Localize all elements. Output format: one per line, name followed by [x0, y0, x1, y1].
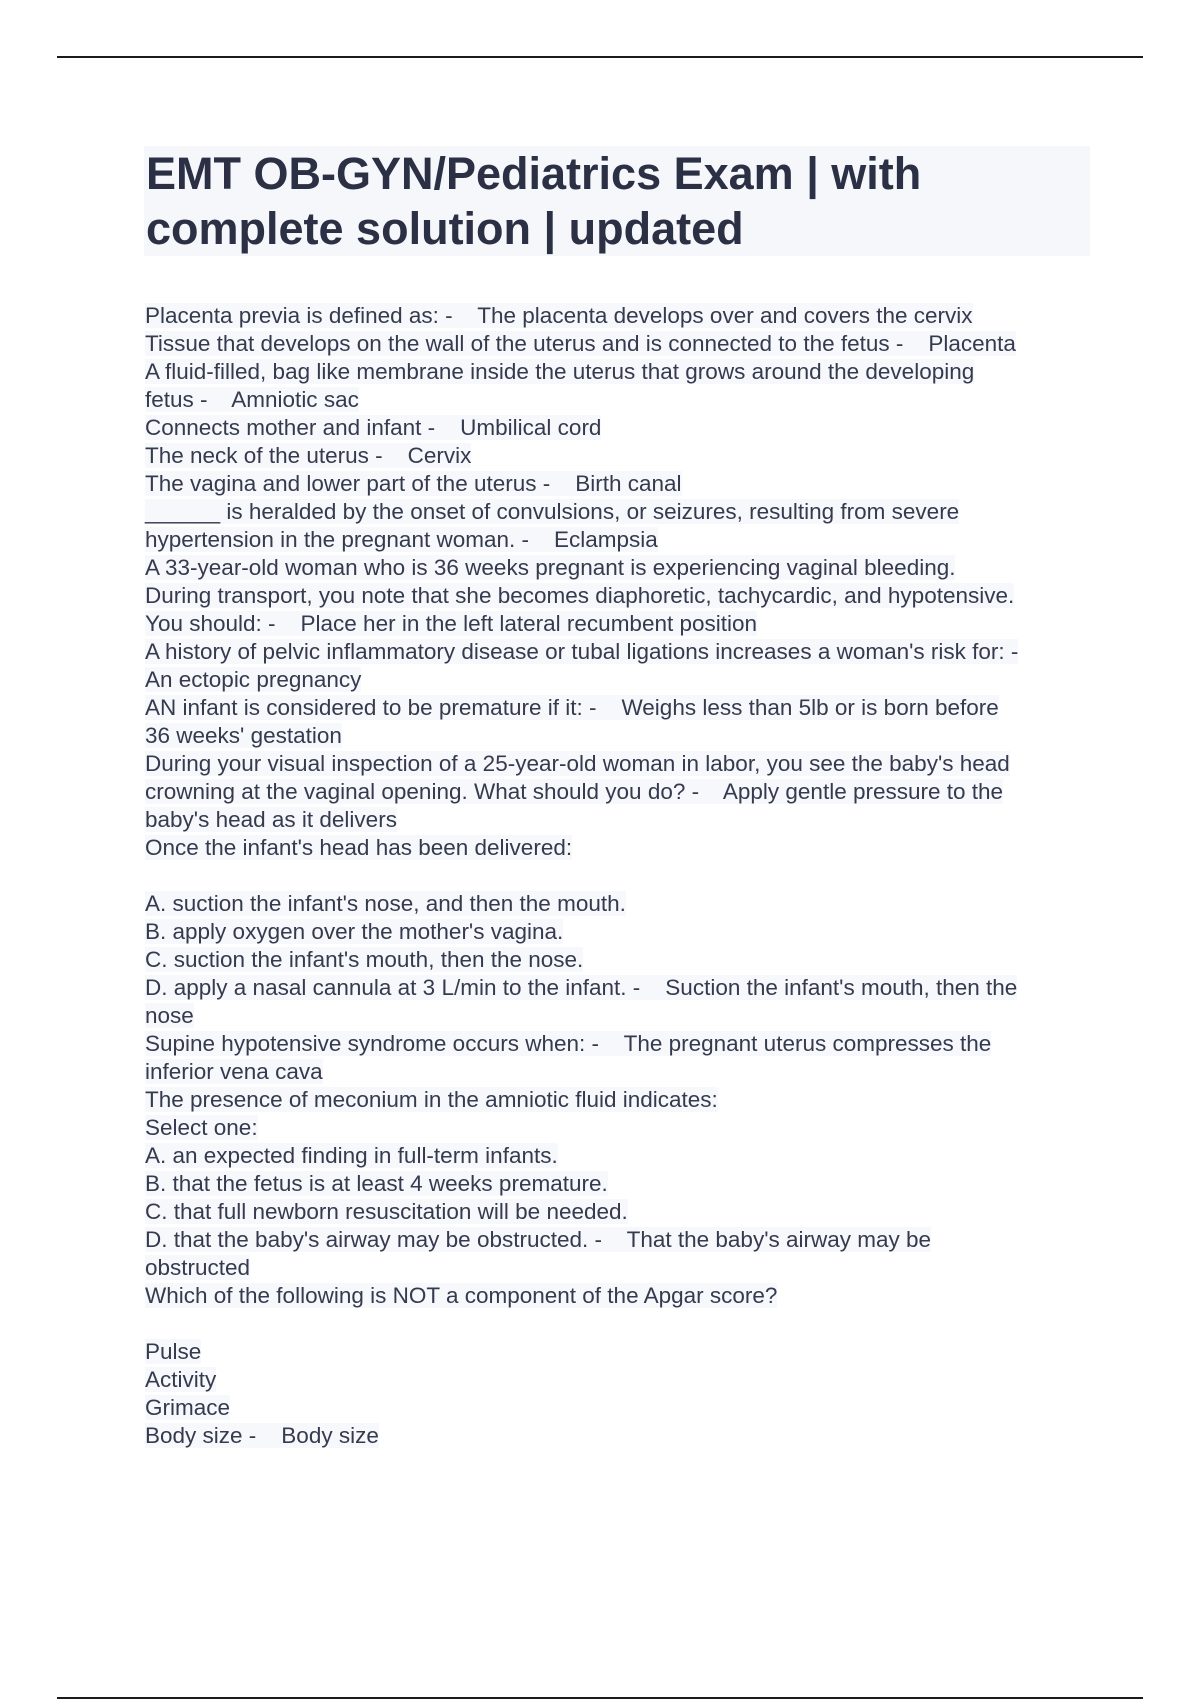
line-text: A fluid-filled, bag like membrane inside the uterus that grows around the developing: [145, 359, 975, 384]
line-text: fetus - Amniotic sac: [145, 387, 359, 412]
line-text: A 33-year-old woman who is 36 weeks pregnant is experiencing vaginal bleeding.: [145, 555, 956, 580]
title-block: [144, 146, 1090, 256]
line-text: The neck of the uterus - Cervix: [145, 443, 472, 468]
text-line: [145, 302, 1105, 330]
text-line: [145, 666, 1105, 694]
text-line: [145, 526, 1105, 554]
line-text: hypertension in the pregnant woman. - Eclampsia: [145, 527, 658, 552]
text-line: [145, 806, 1105, 834]
text-line: [145, 946, 1105, 974]
text-line: [145, 1226, 1105, 1254]
text-line: [145, 1170, 1105, 1198]
text-line: [145, 1198, 1105, 1226]
blank-line: [145, 1310, 1105, 1338]
title-line-2: complete solution | updated: [146, 203, 744, 254]
line-text: ______ is heralded by the onset of convulsions, or seizures, resulting from severe: [145, 499, 960, 524]
text-line: [145, 498, 1105, 526]
text-line: [145, 638, 1105, 666]
text-line: [145, 386, 1105, 414]
line-text: Activity: [145, 1367, 217, 1392]
text-line: [145, 834, 1105, 862]
line-text: Which of the following is NOT a component of the Apgar score?: [145, 1283, 778, 1308]
title-line-1: EMT OB-GYN/Pediatrics Exam | with: [146, 148, 922, 199]
text-line: [145, 1114, 1105, 1142]
text-line: [145, 610, 1105, 638]
text-line: [145, 358, 1105, 386]
line-text: During your visual inspection of a 25-year-old woman in labor, you see the baby's head: [145, 751, 1010, 776]
line-text: A history of pelvic inflammatory disease or tubal ligations increases a woman's risk for: -: [145, 639, 1019, 664]
text-line: [145, 1366, 1105, 1394]
text-line: [145, 442, 1105, 470]
line-text: Body size - Body size: [145, 1423, 379, 1448]
line-text: crowning at the vaginal opening. What should you do? - Apply gentle pressure to the: [145, 779, 1004, 804]
text-line: [145, 1394, 1105, 1422]
line-text: nose: [145, 1003, 194, 1028]
line-text: Tissue that develops on the wall of the uterus and is connected to the fetus - Placenta: [145, 331, 1016, 356]
line-text: Supine hypotensive syndrome occurs when: - The pregnant uterus compresses the: [145, 1031, 992, 1056]
text-line: [145, 1254, 1105, 1282]
line-text: You should: - Place her in the left lateral recumbent position: [145, 611, 758, 636]
text-line: [145, 1338, 1105, 1366]
text-line: [145, 750, 1105, 778]
text-line: [145, 974, 1105, 1002]
document-body: [145, 302, 1105, 1450]
text-line: [145, 414, 1105, 442]
text-line: [145, 722, 1105, 750]
blank-line: [145, 862, 1105, 890]
line-text: B. apply oxygen over the mother's vagina.: [145, 919, 564, 944]
text-line: [145, 582, 1105, 610]
text-line: [145, 1282, 1105, 1310]
text-line: [145, 890, 1105, 918]
line-text: inferior vena cava: [145, 1059, 323, 1084]
text-line: [145, 1422, 1105, 1450]
text-line: [145, 918, 1105, 946]
line-text: Select one:: [145, 1115, 258, 1140]
line-text: 36 weeks' gestation: [145, 723, 342, 748]
top-rule: [57, 56, 1143, 58]
line-text: Pulse: [145, 1339, 202, 1364]
line-text: The vagina and lower part of the uterus - Birth canal: [145, 471, 682, 496]
text-line: [145, 554, 1105, 582]
text-line: [145, 1142, 1105, 1170]
line-text: Once the infant's head has been delivered:: [145, 835, 573, 860]
line-text: During transport, you note that she becomes diaphoretic, tachycardic, and hypotensive.: [145, 583, 1015, 608]
line-text: AN infant is considered to be premature if it: - Weighs less than 5lb or is born before: [145, 695, 999, 720]
line-text: D. that the baby's airway may be obstructed. - That the baby's airway may be: [145, 1227, 932, 1252]
text-line: [145, 1002, 1105, 1030]
bottom-rule: [57, 1697, 1143, 1699]
line-text: obstructed: [145, 1255, 251, 1280]
line-text: A. an expected finding in full-term infants.: [145, 1143, 558, 1168]
line-text: Connects mother and infant - Umbilical cord: [145, 415, 602, 440]
line-text: baby's head as it delivers: [145, 807, 397, 832]
line-text: A. suction the infant's nose, and then the mouth.: [145, 891, 626, 916]
line-text: The presence of meconium in the amniotic fluid indicates:: [145, 1087, 718, 1112]
line-text: B. that the fetus is at least 4 weeks premature.: [145, 1171, 608, 1196]
line-text: C. that full newborn resuscitation will be needed.: [145, 1199, 628, 1224]
text-line: [145, 330, 1105, 358]
line-text: Placenta previa is defined as: - The placenta develops over and covers the cervix: [145, 303, 973, 328]
text-line: [145, 1086, 1105, 1114]
text-line: [145, 1058, 1105, 1086]
line-text: Grimace: [145, 1395, 231, 1420]
document-title: [144, 146, 1090, 256]
text-line: [145, 778, 1105, 806]
text-line: [145, 694, 1105, 722]
line-text: D. apply a nasal cannula at 3 L/min to the infant. - Suction the infant's mouth, then the: [145, 975, 1018, 1000]
text-line: [145, 1030, 1105, 1058]
text-line: [145, 470, 1105, 498]
line-text: C. suction the infant's mouth, then the nose.: [145, 947, 584, 972]
line-text: An ectopic pregnancy: [145, 667, 362, 692]
